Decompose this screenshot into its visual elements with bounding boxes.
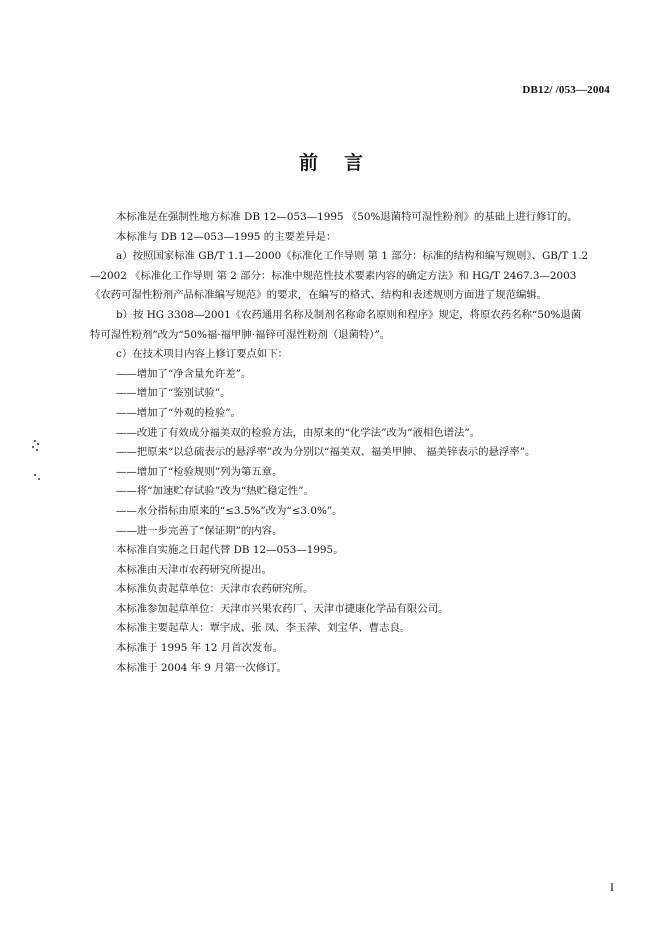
- page-title: 前言: [298, 152, 389, 174]
- replacement-statement: 本标准自实施之日起代替 DB 12—053—1995。: [116, 544, 344, 557]
- intro-paragraph: 本标准是在强制性地方标准 DB 12—053—1995 《50%退菌特可湿性粉剂》的基础上进行修订的。: [116, 211, 578, 223]
- document-code: DB12/ /053—2004: [522, 84, 610, 96]
- participating-units: 本标准参加起草单位：天津市兴果农药厂、天津市捷康化学品有限公司。: [116, 602, 449, 615]
- item-a: [90, 247, 612, 306]
- list-item: ——将“加速贮存试验”改为“热贮稳定性”。: [116, 485, 314, 498]
- list-item: ——增加了“检验规则”列为第五章。: [116, 465, 283, 478]
- list-item: ——增加了“外观的检验”。: [116, 406, 241, 419]
- closing-statements: [90, 541, 612, 678]
- first-release: 本标准于 1995 年 12 月首次发布。: [116, 642, 284, 655]
- item-b-line-2: 特可湿性粉剂”改为“50%福·福甲胂·福锌可湿性粉剂（退菌特）”。: [90, 328, 391, 341]
- responsible-unit: 本标准负责起草单位：天津市农药研究所。: [116, 583, 314, 596]
- item-a-line-1: a）按照国家标准 GB/T 1.1—2000《标准化工作导则 第 1 部分：标准的结构和编写规则》、GB/T 1.2: [116, 250, 589, 263]
- list-item: ——把原来“以总硫表示的悬浮率”改为分别以“福美双、福美甲胂、 福美锌表示的悬浮率”。: [116, 446, 536, 459]
- page-number: I: [610, 880, 614, 894]
- list-item: ——改进了有效成分福美双的检验方法，由原来的“化学法”改为“液相色谱法”。: [116, 426, 481, 439]
- list-item: ——增加了“净含量允许差”。: [116, 367, 252, 380]
- item-b-line-1: b）按 HG 3308—2001《农药通用名称及制剂名称命名原则和程序》规定，将原农药名称“50%退菌: [116, 308, 582, 321]
- list-item: ——水分指标由原来的“≤3.5%”改为“≤3.0%”。: [116, 504, 343, 517]
- item-a-line-3: 《农药可湿性粉剂产品标准编写规范》的要求，在编写的格式、结构和表述规则方面进了规范编辑。: [90, 289, 548, 302]
- list-item: ——进一步完善了“保证期”的内容。: [116, 524, 283, 537]
- first-revision: 本标准于 2004 年 9 月第一次修订。: [116, 661, 287, 674]
- item-a-line-2: —2002 《标准化工作导则 第 2 部分：标准中规范性技术要素内容的确定方法》和 HG/T 2467.3—2003: [90, 269, 577, 282]
- foreword-body: [90, 208, 612, 678]
- revision-list: [90, 365, 612, 541]
- differences-intro: 本标准与 DB 12—053—1995 的主要差异是：: [116, 230, 337, 243]
- item-b: [90, 306, 612, 345]
- proposer-statement: 本标准由天津市农药研究所提出。: [116, 563, 272, 576]
- list-item: ——增加了“鉴别试验”。: [116, 387, 231, 400]
- item-c-intro: c）在技术项目内容上修订要点如下：: [116, 348, 289, 361]
- main-drafters: 本标准主要起草人：覃宇成、张 凤、李玉萍、刘宝华、曹志良。: [116, 622, 411, 635]
